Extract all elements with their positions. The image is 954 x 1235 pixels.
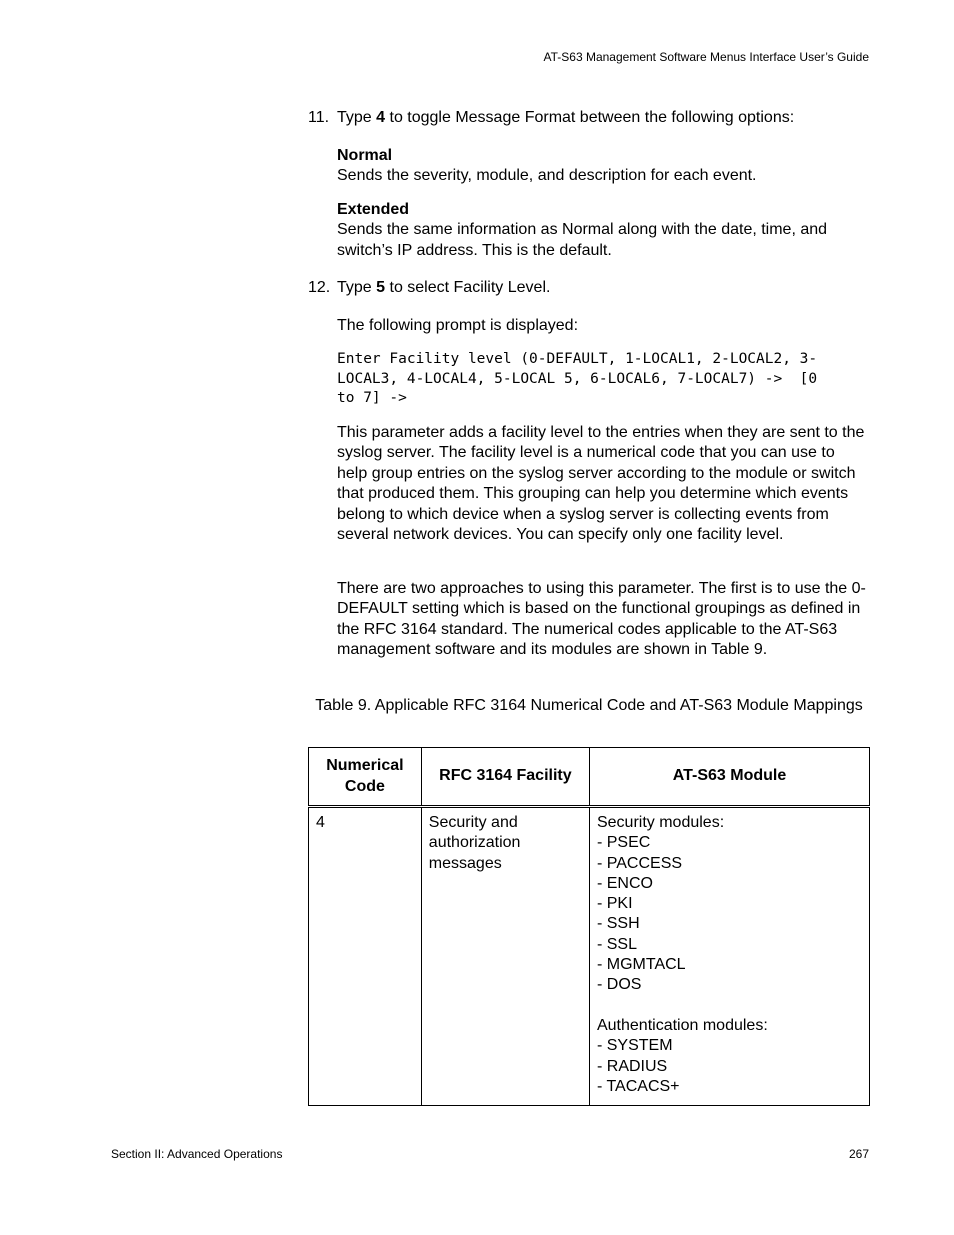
footer-section: Section II: Advanced Operations [111,1147,283,1161]
cell-code: 4 [309,807,422,1106]
module-item: - RADIUS [596,1057,668,1075]
security-heading: Security modules: [596,814,725,831]
module-item: - PKI [596,895,633,913]
step-11 [308,108,868,128]
module-item: - PACCESS [596,854,683,872]
module-item: - SYSTEM [596,1037,673,1055]
step-number: 12. [308,279,331,296]
step-key: 4 [376,109,386,126]
module-item: - SSH [596,915,640,933]
step-12 [308,278,868,298]
step-key: 5 [376,279,386,296]
prompt-code [337,350,869,409]
mapping-table [308,747,870,1106]
table-row [309,807,870,1106]
option-description: Sends the severity, module, and description for each event. [337,167,757,185]
table-caption: Table 9. Applicable RFC 3164 Numerical Code and AT-S63 Module Mappings [315,697,863,714]
option-normal [337,146,869,187]
table-header-row [309,748,870,807]
option-term: Extended [337,201,410,218]
module-item: - SSL [596,935,637,953]
running-header: AT-S63 Management Software Menus Interface User’s Guide [543,50,869,64]
step-text-pre: Type [337,109,377,126]
prompt-line: Enter Facility level (0-DEFAULT, 1-LOCAL1, 2-LOCAL2, 3- [337,351,818,367]
prompt-line: LOCAL3, 4-LOCAL4, 5-LOCAL 5, 6-LOCAL6, 7-LOCAL7) -> [0 [337,370,818,387]
cell-facility: Security and authorization messages [421,807,589,1106]
module-item: - DOS [596,976,642,994]
step-text-post: to toggle Message Format between the following options: [385,109,795,126]
module-item: - ENCO [596,874,653,892]
cell-modules [589,807,869,1106]
prompt-line: to 7] -> [337,390,407,406]
step-text-post: to select Facility Level. [385,279,551,296]
step-text-pre: Type [337,279,377,296]
header-numerical-code: Numerical Code [309,748,422,807]
prompt-intro: The following prompt is displayed: [337,317,579,334]
module-item: - MGMTACL [596,956,686,974]
paragraph-facility-level: This parameter adds a facility level to the entries when they are sent to the syslog server. The facility level is a numerical code that you can use to help group entries on the syslog server according to the module or switch that produced them. This grouping can help you determine which events belong to which device when a syslog server is collecting events from several network devices. You can specify only one facility level. [337,424,865,544]
option-description: Sends the same information as Normal along with the date, time, and switch’s IP address. This is the default. [337,221,828,259]
auth-heading: Authentication modules: [596,1016,768,1034]
header-module: AT-S63 Module [589,748,869,807]
module-item: - TACACS+ [596,1077,680,1095]
module-item: - PSEC [596,834,651,852]
header-rfc-facility: RFC 3164 Facility [421,748,589,807]
spacer [597,996,862,1016]
paragraph-approaches: There are two approaches to using this parameter. The first is to use the 0-DEFAULT setting which is based on the functional groupings as defined in the RFC 3164 standard. The numerical codes applicable to the AT-S63 management software and its modules are shown in Table 9. [337,580,866,659]
step-number: 11. [308,109,330,126]
option-extended [337,200,869,261]
option-term: Normal [337,147,393,164]
page-number: 267 [848,1147,869,1161]
